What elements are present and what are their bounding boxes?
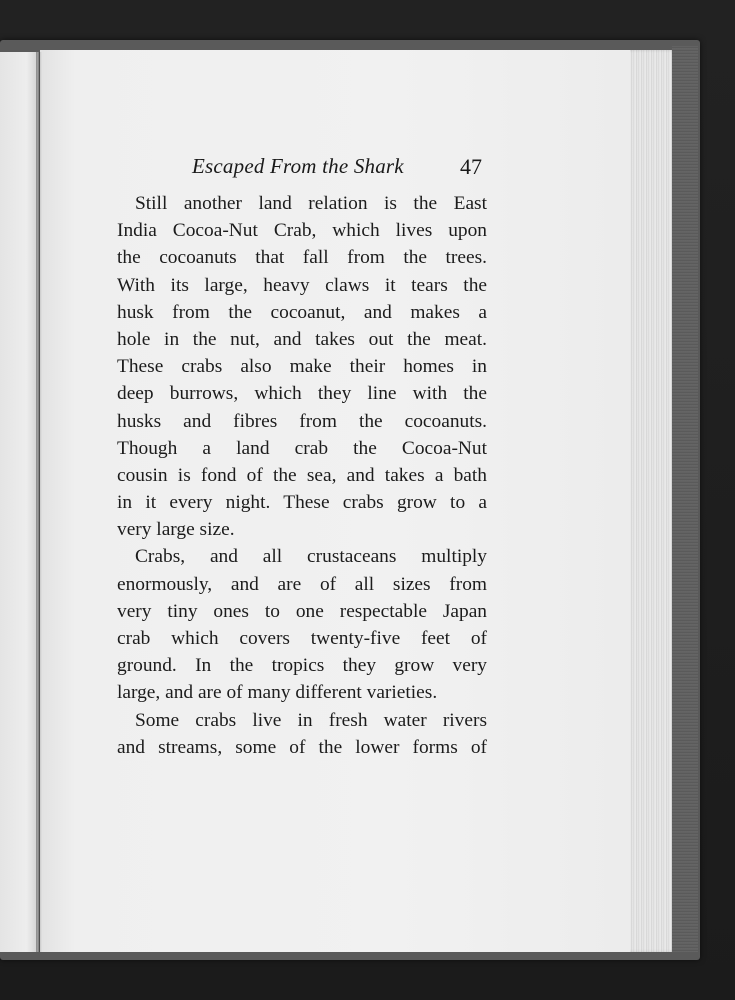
left-page-edge (0, 52, 39, 952)
text-line: Still another land relation is the East (135, 193, 487, 214)
text-line: These crabs also make their homes in (117, 356, 487, 378)
text-line: husks and fibres from the cocoanuts. (117, 410, 487, 432)
text-line: in it every night. These crabs grow to a (117, 492, 487, 514)
text-line: the cocoanuts that fall from the trees. (117, 247, 487, 269)
cover-edge (672, 46, 698, 952)
text-line: deep burrows, which they line with the (117, 383, 487, 405)
text-line: very tiny ones to one respectable Japan (117, 600, 487, 622)
text-line: enormously, and are of all sizes from (117, 573, 487, 595)
text-line: very large size. (117, 519, 235, 541)
running-head: Escaped From the Shark (192, 154, 404, 178)
text-line: crab which covers twenty-five feet of (117, 628, 487, 649)
text-line: and streams, some of the lower forms of (117, 736, 487, 758)
book-page (40, 50, 630, 952)
text-line: husk from the cocoanut, and makes a (117, 301, 487, 323)
text-line: Crabs, and all crustaceans multiply (135, 546, 487, 568)
page-gutter-shadow (36, 52, 42, 952)
text-line: hole in the nut, and takes out the meat. (117, 328, 487, 350)
text-line: India Cocoa-Nut Crab, which lives upon (117, 220, 487, 242)
text-line: Though a land crab the Cocoa-Nut (117, 437, 487, 459)
text-line: With its large, heavy claws it tears the (117, 274, 487, 296)
text-line: large, and are of many different varieties. (117, 682, 438, 704)
text-line: Some crabs live in fresh water rivers (135, 709, 487, 731)
page-number: 47 (460, 154, 482, 179)
text-line: cousin is fond of the sea, and takes a bath (117, 464, 487, 486)
body-text (117, 190, 487, 761)
text-line: ground. In the tropics they grow very (117, 655, 487, 677)
